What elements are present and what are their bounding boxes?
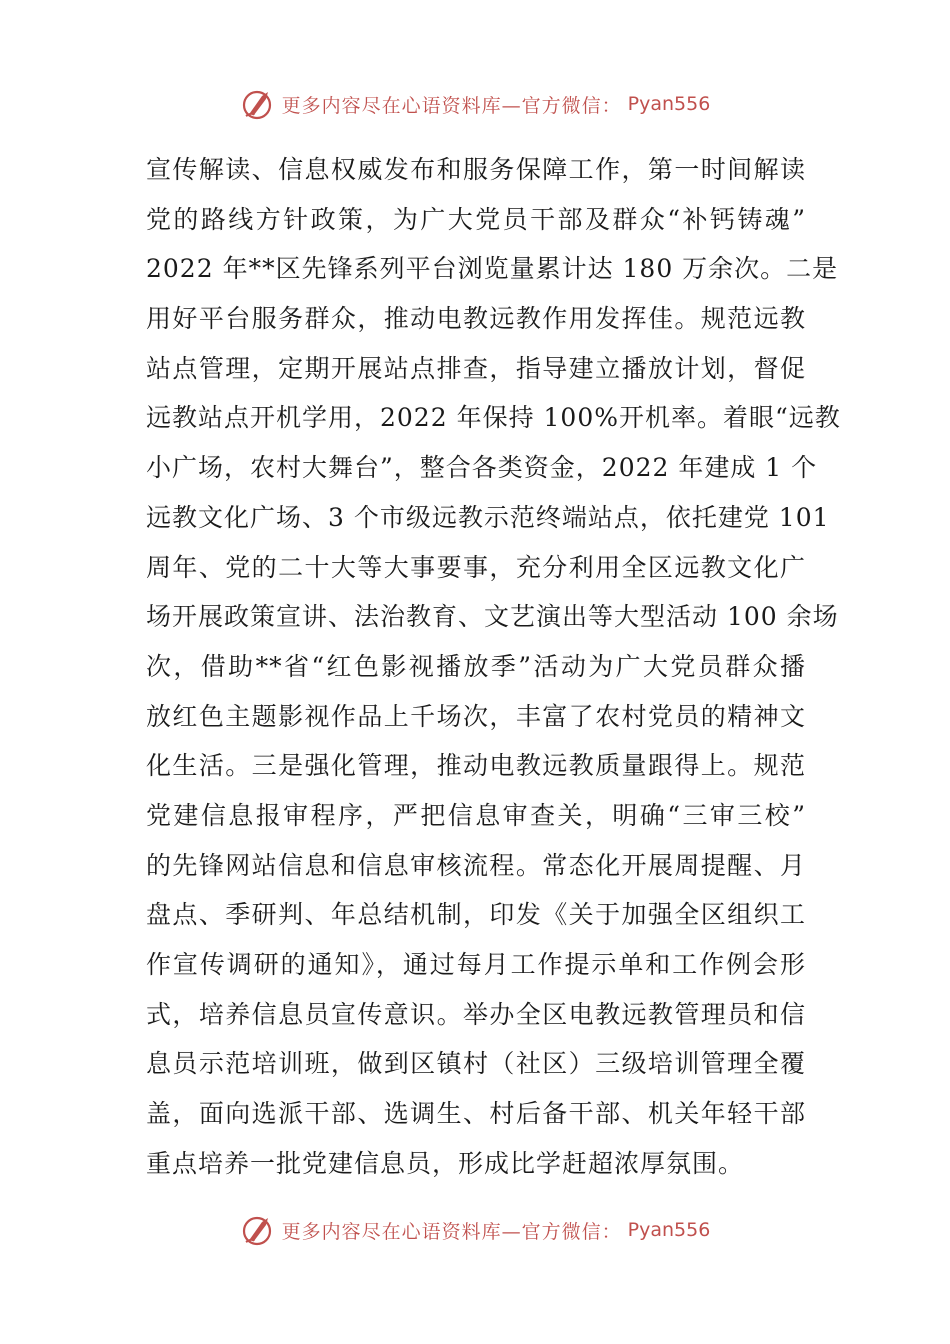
body-line: 息员示范培训班，做到区镇村（社区）三级培训管理全覆 (146, 1049, 806, 1079)
footer-banner (0, 1210, 950, 1250)
body-line: 远教文化广场、3 个市级远教示范终端站点，依托建党 101 (146, 502, 830, 532)
body-line: 远教站点开机学用，2022 年保持 100%开机率。着眼“远教 (146, 403, 841, 433)
body-line: 盖，面向选派干部、选调生、村后备干部、机关年轻干部 (146, 1099, 806, 1129)
body-line: 式，培养信息员宣传意识。举办全区电教远教管理员和信 (146, 999, 806, 1029)
body-line: 周年、党的二十大等大事要事，充分利用全区远教文化广 (146, 552, 806, 582)
body-line: 小广场，农村大舞台”，整合各类资金，2022 年建成 1 个 (146, 453, 818, 483)
body-line: 次，借助**省“红色影视播放季”活动为广大党员群众播 (146, 651, 806, 681)
header-banner (0, 84, 950, 124)
pen-nib-logo-icon (240, 1212, 276, 1248)
pen-nib-logo-icon (240, 86, 276, 122)
body-line: 的先锋网站信息和信息审核流程。常态化开展周提醒、月 (146, 850, 806, 880)
banner-text: 更多内容尽在心语资料库—官方微信： (281, 94, 622, 117)
body-line: 化生活。三是强化管理，推动电教远教质量跟得上。规范 (146, 751, 806, 781)
body-line: 站点管理，定期开展站点排查，指导建立播放计划，督促 (146, 353, 806, 383)
body-line: 用好平台服务群众，推动电教远教作用发挥佳。规范远教 (146, 304, 806, 334)
wechat-handle: Pyan556 (627, 93, 711, 115)
body-line: 场开展政策宣讲、法治教育、文艺演出等大型活动 100 余场 (146, 602, 839, 632)
body-line: 党的路线方针政策，为广大党员干部及群众“补钙铸魂” (146, 204, 806, 234)
body-line: 作宣传调研的通知》，通过每月工作提示单和工作例会形 (146, 950, 806, 979)
body-line: 放红色主题影视作品上千场次，丰富了农村党员的精神文 (146, 701, 806, 731)
body-line: 党建信息报审程序，严把信息审查关，明确“三审三校” (146, 800, 806, 830)
body-line: 2022 年**区先锋系列平台浏览量累计达 180 万余次。二是 (146, 254, 839, 284)
wechat-handle: Pyan556 (627, 1219, 711, 1241)
banner-text: 更多内容尽在心语资料库—官方微信： (281, 1220, 622, 1243)
body-line: 重点培养一批党建信息员，形成比学赶超浓厚氛围。 (146, 1148, 745, 1178)
document-body (146, 145, 841, 1188)
body-line: 宣传解读、信息权威发布和服务保障工作，第一时间解读 (146, 155, 806, 184)
body-line: 盘点、季研判、年总结机制，印发《关于加强全区组织工 (146, 900, 806, 930)
